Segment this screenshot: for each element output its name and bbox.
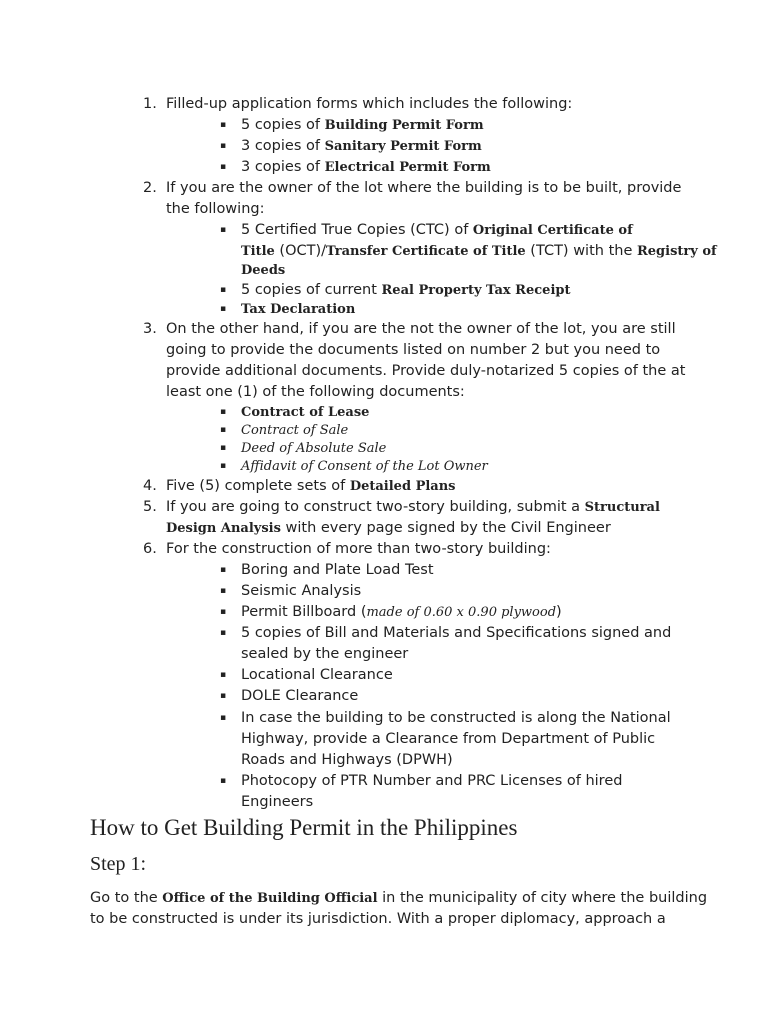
sublist-item: Photocopy of PTR Number and PRC Licenses of hired [241,773,623,789]
sublist-item: Permit Billboard (made of 0.60 x 0.90 plywood) [241,604,562,620]
bullet: ▪ [220,565,227,575]
sublist-item-cont: sealed by the engineer [241,646,409,662]
sublist-item: 3 copies of Electrical Permit Form [241,159,491,175]
sublist-item: Boring and Plate Load Test [241,562,434,578]
list-item-text: Filled-up application forms which includes the following: [166,96,573,112]
bullet: ▪ [220,670,227,680]
sublist-item-cont: Title (OCT)/Transfer Certificate of Title (TCT) with the Registry of [241,243,717,259]
list-item-text: least one (1) of the following documents: [166,384,465,400]
sublist-item: Tax Declaration [241,302,356,317]
bullet: ▪ [220,162,227,172]
list-item-text: For the construction of more than two-story building: [166,541,551,557]
bullet: ▪ [220,628,227,638]
bullet: ▪ [220,120,227,130]
step-heading: Step 1: [90,853,147,875]
list-item-text: Five (5) complete sets of Detailed Plans [166,478,456,494]
sublist-item: 5 copies of Building Permit Form [241,117,484,133]
sublist-item-cont: Highway, provide a Clearance from Department of Public [241,731,656,747]
paragraph-line: to be constructed is under its jurisdiction. With a proper diplomacy, approach a [90,911,666,927]
sublist-item: Affidavit of Consent of the Lot Owner [241,459,488,474]
list-number: 3. [143,321,157,337]
list-number: 4. [143,478,157,494]
list-item-text: If you are going to construct two-story building, submit a Structural [166,499,660,515]
bullet: ▪ [220,691,227,701]
bullet: ▪ [220,407,227,417]
list-item-text: going to provide the documents listed on number 2 but you need to [166,342,661,358]
bullet: ▪ [220,461,227,471]
bullet: ▪ [220,425,227,435]
sublist-item: 5 Certified True Copies (CTC) of Original Certificate of [241,222,633,238]
sublist-item: Locational Clearance [241,667,393,683]
section-heading: How to Get Building Permit in the Philippines [90,815,518,840]
sublist-item: Contract of Sale [241,423,349,438]
bullet: ▪ [220,607,227,617]
bullet: ▪ [220,285,227,295]
sublist-item: Seismic Analysis [241,583,362,599]
list-number: 6. [143,541,157,557]
bullet: ▪ [220,304,227,314]
sublist-item: In case the building to be constructed is along the National [241,710,671,726]
bullet: ▪ [220,443,227,453]
list-item-text: If you are the owner of the lot where the building is to be built, provide [166,180,682,196]
list-item-text: Design Analysis with every page signed by the Civil Engineer [166,520,611,536]
sublist-item-cont: Deeds [241,263,286,278]
sublist-item: Deed of Absolute Sale [241,441,387,456]
list-item-text: On the other hand, if you are the not the owner of the lot, you are still [166,321,676,337]
list-number: 5. [143,499,157,515]
sublist-item: DOLE Clearance [241,688,359,704]
sublist-item-cont: Engineers [241,794,314,810]
sublist-item: Contract of Lease [241,405,370,420]
bullet: ▪ [220,776,227,786]
bullet: ▪ [220,141,227,151]
list-number: 2. [143,180,157,196]
list-number: 1. [143,96,157,112]
bullet: ▪ [220,586,227,596]
list-item-text: the following: [166,201,265,217]
sublist-item-cont: Roads and Highways (DPWH) [241,752,453,768]
paragraph-line: Go to the Office of the Building Official in the municipality of city where the building [90,890,708,906]
bullet: ▪ [220,225,227,235]
bullet: ▪ [220,713,227,723]
sublist-item: 5 copies of current Real Property Tax Receipt [241,282,571,298]
list-item-text: provide additional documents. Provide duly-notarized 5 copies of the at [166,363,686,379]
sublist-item: 3 copies of Sanitary Permit Form [241,138,482,154]
sublist-item: 5 copies of Bill and Materials and Specifications signed and [241,625,672,641]
